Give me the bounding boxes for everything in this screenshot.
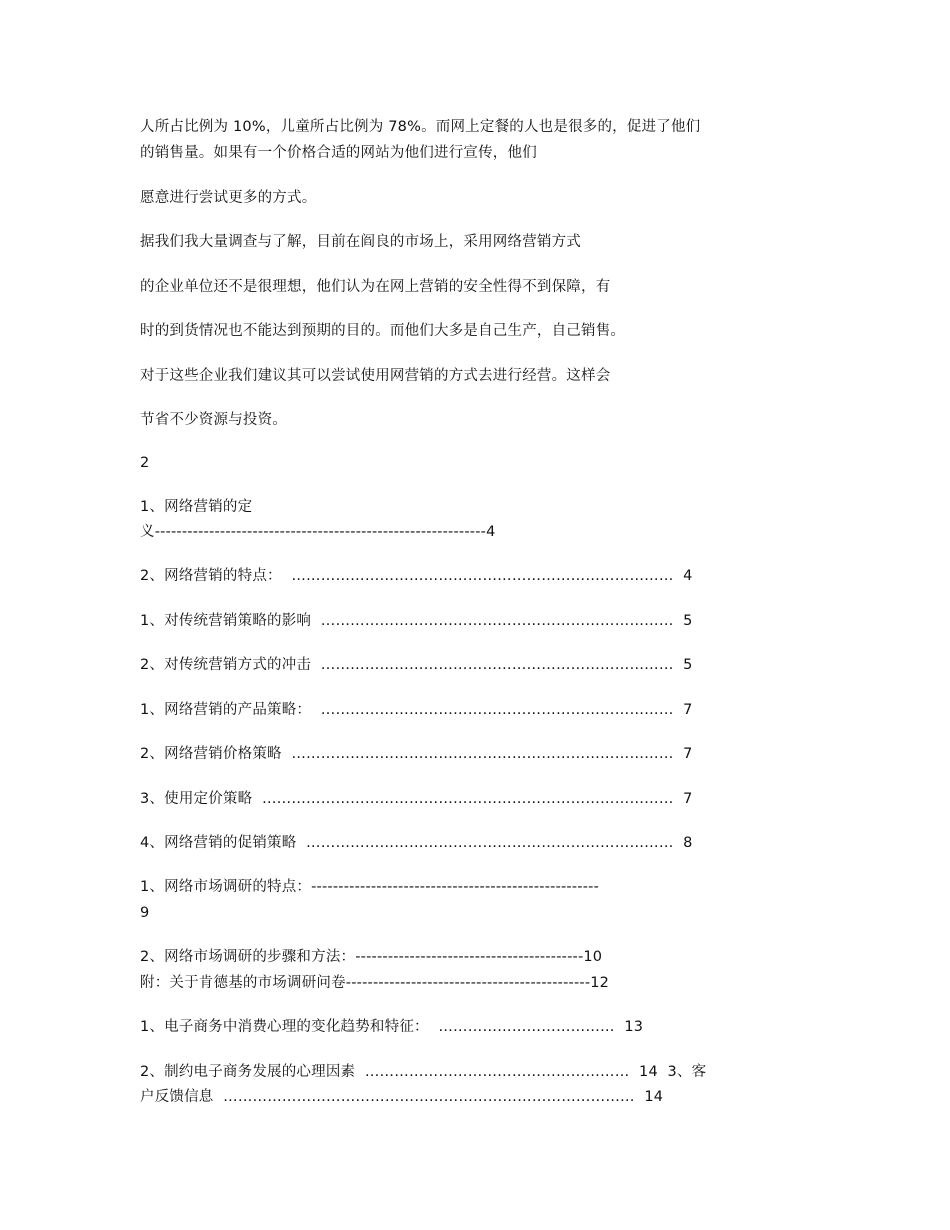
- toc-entry: 1、网络营销的定: [140, 499, 253, 515]
- paragraph-line: 对于这些企业我们建议其可以尝试使用网营销的方式去进行经营。这样会: [140, 368, 611, 384]
- toc-entry: 1、对传统营销策略的影响 ……………………………………………………………… 5: [140, 613, 693, 629]
- paragraph-line: 的销售量。如果有一个价格合适的网站为他们进行宣传，他们: [140, 145, 537, 161]
- toc-entry: 附：关于肯德基的市场调研问卷---------------------------------------------12: [140, 975, 610, 991]
- toc-entry: 2、对传统营销方式的冲击 ……………………………………………………………… 5: [140, 657, 693, 673]
- toc-entry: 2、网络营销的特点： …………………………………………………………………… 4: [140, 568, 693, 584]
- toc-entry: 2、网络营销价格策略 …………………………………………………………………… 7: [140, 746, 693, 762]
- toc-entry: 1、电子商务中消费心理的变化趋势和特征： ……………………………… 13: [140, 1019, 644, 1035]
- paragraph-line: 愿意进行尝试更多的方式。: [140, 190, 317, 206]
- page-number: 2: [140, 455, 150, 471]
- toc-entry: 1、网络营销的产品策略： ……………………………………………………………… 7: [140, 702, 693, 718]
- paragraph-line: 节省不少资源与投资。: [140, 412, 287, 428]
- paragraph-line: 人所占比例为 10%，儿童所占比例为 78%。而网上定餐的人也是很多的，促进了他们: [140, 119, 701, 135]
- toc-entry: 4、网络营销的促销策略 ………………………………………………………………… 8: [140, 835, 693, 851]
- paragraph-line: 的企业单位还不是很理想，他们认为在网上营销的安全性得不到保障，有: [140, 279, 611, 295]
- toc-entry: 2、网络市场调研的步骤和方法：------------------------------------------10: [140, 949, 603, 965]
- toc-entry: 1、网络市场调研的特点：-----------------------------------------------------: [140, 879, 600, 895]
- toc-entry: 义-------------------------------------------------------------4: [140, 524, 496, 540]
- paragraph-line: 据我们我大量调查与了解，目前在阎良的市场上，采用网络营销方式: [140, 234, 581, 250]
- toc-entry: 9: [140, 905, 150, 921]
- paragraph-line: 时的到货情况也不能达到预期的目的。而他们大多是自己生产，自己销售。: [140, 323, 626, 339]
- toc-entry: 3、使用定价策略 ………………………………………………………………………… 7: [140, 791, 693, 807]
- toc-entry: 户反馈信息 ………………………………………………………………………… 14: [140, 1089, 664, 1105]
- toc-entry: 2、制约电子商务发展的心理因素 ……………………………………………… 14 3、客: [140, 1064, 707, 1080]
